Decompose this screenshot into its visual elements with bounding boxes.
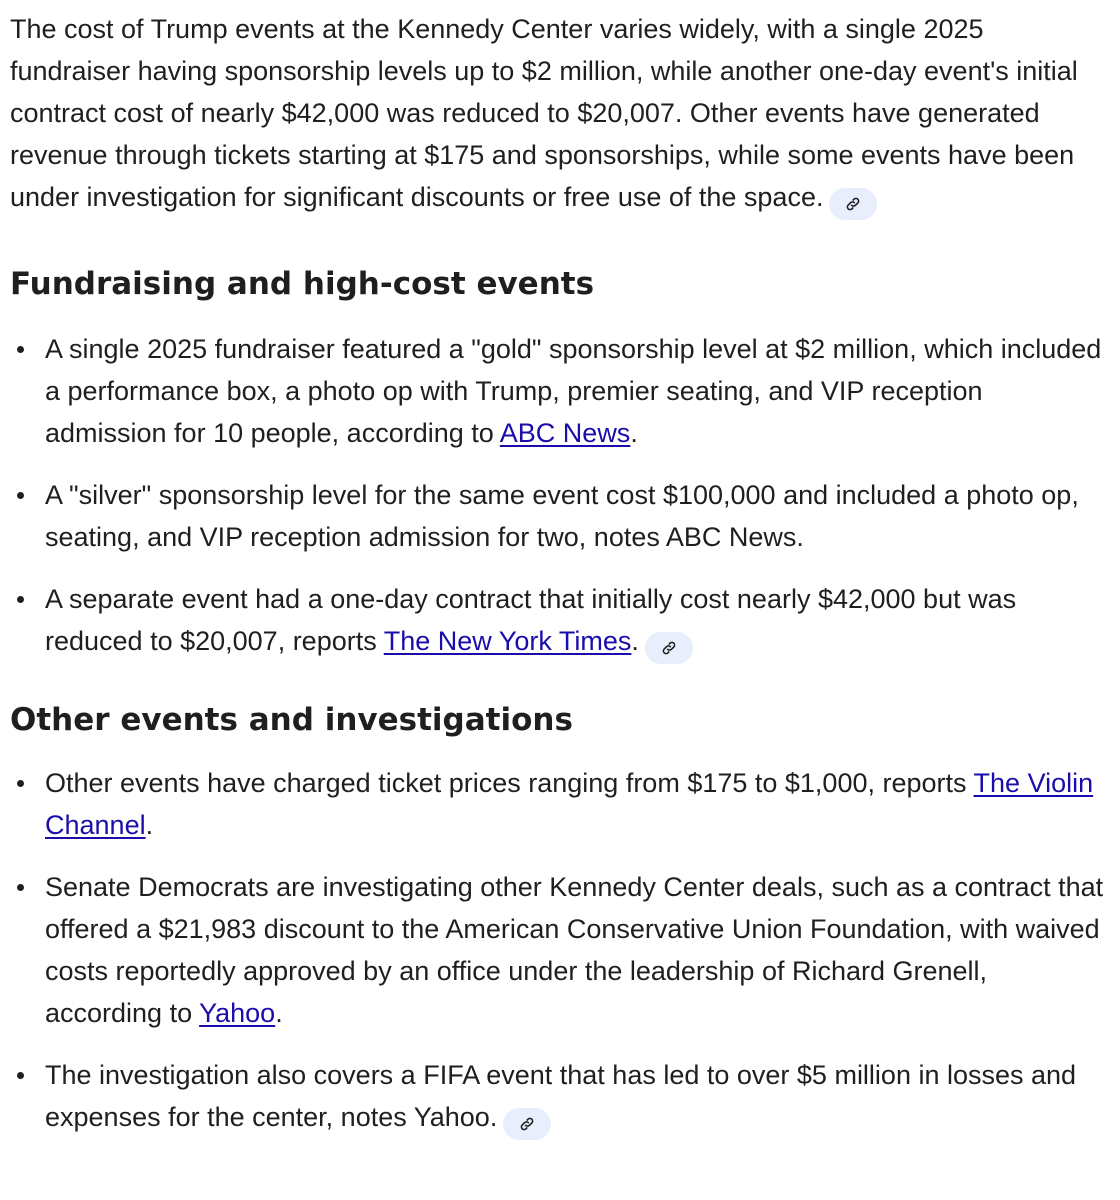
source-link-yahoo[interactable]: Yahoo bbox=[199, 998, 276, 1028]
list-item-text: Other events have charged ticket prices ranging from $175 to $1,000, reports bbox=[45, 768, 974, 798]
source-link-abc-news[interactable]: ABC News bbox=[499, 418, 631, 448]
source-link-chip[interactable] bbox=[829, 188, 877, 220]
list-item: Senate Democrats are investigating other Kennedy Center deals, such as a contract that offered a $21,983 discount to the American Conservative Union Foundation, with waived costs reportedly approved by an office under the leadership of Richard Grenell, according to Yahoo. bbox=[10, 866, 1110, 1034]
list-item bbox=[10, 1054, 1110, 1140]
intro-paragraph bbox=[10, 8, 1110, 220]
section-heading-other-events: Other events and investigations bbox=[10, 702, 573, 738]
source-link-new-york-times[interactable]: The New York Times bbox=[383, 626, 632, 656]
list-item-text: The investigation also covers a FIFA event that has led to over $5 million in losses and expenses for the center, notes Yahoo. bbox=[45, 1060, 1077, 1132]
other-events-list bbox=[10, 762, 1110, 1140]
link-icon bbox=[519, 1116, 535, 1132]
list-item-text: A single 2025 fundraiser featured a "gold" sponsorship level at $2 million, which included a performance box, a photo op with Trump, premier seating, and VIP reception admission for 10 people, according to bbox=[45, 334, 1102, 448]
list-item: A separate event had a one-day contract that initially cost nearly $42,000 but was reduced to $20,007, reports The New York Times. bbox=[10, 578, 1110, 664]
list-item: Other events have charged ticket prices ranging from $175 to $1,000, reports The Violin Channel. bbox=[10, 762, 1110, 846]
fundraising-list bbox=[10, 328, 1110, 664]
source-link-chip[interactable] bbox=[503, 1108, 551, 1140]
intro-text: The cost of Trump events at the Kennedy Center varies widely, with a single 2025 fundraiser having sponsorship levels up to $2 million, while another one-day event's initial contract cost of nearly $42,000 was reduced to $20,007. Other events have generated revenue through tickets starting at $175 and sponsorships, while some events have been under investigation for significant discounts or free use of the space. bbox=[10, 14, 1078, 212]
section-heading-fundraising: Fundraising and high-cost events bbox=[10, 266, 595, 302]
list-item-text: A separate event had a one-day contract that initially cost nearly $42,000 but was reduced to $20,007, reports bbox=[45, 584, 1017, 656]
list-item-text: Senate Democrats are investigating other Kennedy Center deals, such as a contract that offered a $21,983 discount to the American Conservative Union Foundation, with waived costs reportedly approved by an office under the leadership of Richard Grenell, according to bbox=[45, 872, 1104, 1028]
link-icon bbox=[845, 196, 861, 212]
list-item: A single 2025 fundraiser featured a "gold" sponsorship level at $2 million, which included a performance box, a photo op with Trump, premier seating, and VIP reception admission for 10 people, according to ABC News. bbox=[10, 328, 1110, 454]
link-icon bbox=[661, 640, 677, 656]
source-link-chip[interactable] bbox=[645, 632, 693, 664]
source-link-violin-channel[interactable]: The Violin Channel bbox=[45, 768, 1094, 840]
list-item-text: A "silver" sponsorship level for the same event cost $100,000 and included a photo op, seating, and VIP reception admission for two, notes ABC News. bbox=[45, 480, 1079, 552]
list-item bbox=[10, 474, 1110, 558]
